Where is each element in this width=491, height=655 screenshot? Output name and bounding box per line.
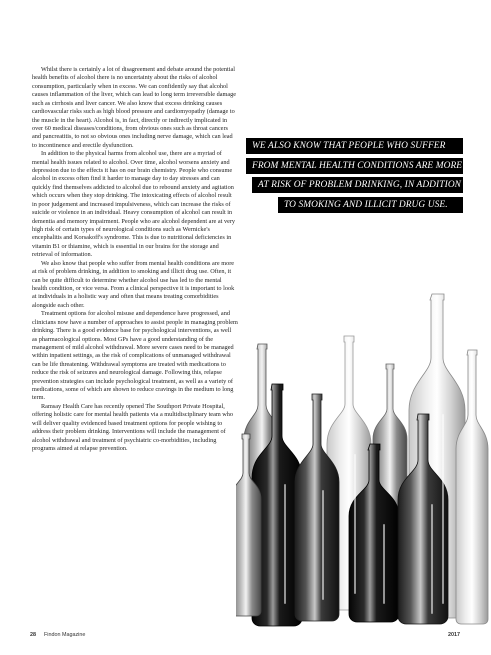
pull-quote-line-1: WE ALSO KNOW THAT PEOPLE WHO SUFFER (246, 138, 463, 154)
pull-quote-line-4: TO SMOKING AND ILLICIT DRUG USE. (278, 197, 463, 213)
glass-bottles-icon (236, 284, 491, 629)
article-paragraph-4: Treatment options for alcohol misuse and dependence have progressed, and clinicians now have a number of approaches to assist people in managing problem drinking. There is a good evidence base for psychological interventions, as well as pharmacological options. Most GPs have a good understanding of the management of mild alcohol withdrawal. More severe cases need to be managed within inpatient settings, as the risk of complications of unmanaged withdrawal can be life threatening. Withdrawal symptoms are treated with medications to reduce the risk of seizures and neurological damage. Following this, relapse prevention strategies can include psychological treatment, as well as a variety of medications, some of which are shown to reduce cravings in the medium to long term. (32, 310, 238, 402)
page-number: 28 (30, 632, 36, 638)
issue-year: 2017 (448, 632, 460, 638)
article-paragraph-5: Ramsay Health Care has recently opened The Southport Private Hospital, offering holistic care for mental health patients via a multidisciplinary team who will deliver quality evidenced based treatment options for people wishing to address their problem drinking. Interventions will include the management of alcohol withdrawal and treatment of psychiatric co-morbidities, including programs aimed at relapse prevention. (32, 402, 234, 452)
pull-quote-line-3: AT RISK OF PROBLEM DRINKING, IN ADDITION (252, 177, 463, 193)
article-body (32, 66, 238, 453)
article-paragraph-1: Whilst there is certainly a lot of disagreement and debate around the potential health benefits of alcohol there is no uncertainty about the risks of alcohol consumption, particularly when in excess. We can confidently say that alcohol causes inflammation of the liver, which can lead to long term irreversible damage such as cirrhosis and liver cancer. We also know that excess drinking causes cardiovascular risks such as high blood pressure and cardiomyopathy (damage to the muscle in the heart). Alcohol is, in fact, directly or indirectly implicated in over 60 medical diseases/conditions, from obvious ones such as throat cancers and pancreatitis, to not so obvious ones including nerve damage, which can lead to incontinence and erectile dysfunction. (32, 66, 237, 149)
pull-quote-line-2: FROM MENTAL HEALTH CONDITIONS ARE MORE (246, 158, 463, 174)
article-paragraph-2: In addition to the physical harms from alcohol use, there are a myriad of mental health issues related to alcohol. Over time, alcohol worsens anxiety and depression due to the effects it has on our brain chemistry. People who consume alcohol in excess often find it harder to manage day to day stresses and can quickly find themselves addicted to alcohol due to rebound anxiety and agitation which occurs when they stop drinking. The intoxicating effects of alcohol result in poor judgement and increased impulsiveness, which can increase the risks of suicide or violence in an individual. Heavy consumption of alcohol can result in dementia and memory impairment. People who are alcohol dependent are at very high risk of certain types of neurological conditions such as Wernicke's encephalitis and Korsakoff's syndrome. This is due to nutritional deficiencies in vitamin B1 or thiamine, which is essential in our brains for the storage and retrieval of information. (32, 150, 236, 259)
page-footer (30, 632, 460, 642)
pull-quote (246, 138, 463, 216)
article-paragraph-3: We also know that people who suffer from mental health conditions are more at risk of problem drinking, in addition to smoking and illicit drug use. Often, it can be quite difficult to determine whether alcohol use has led to the mental health condition, or vice versa. From a clinical perspective it is important to look at individuals in a holistic way and often that means treating comorbidities alongside each other. (32, 259, 235, 309)
magazine-name: Findon Magazine (44, 632, 86, 638)
